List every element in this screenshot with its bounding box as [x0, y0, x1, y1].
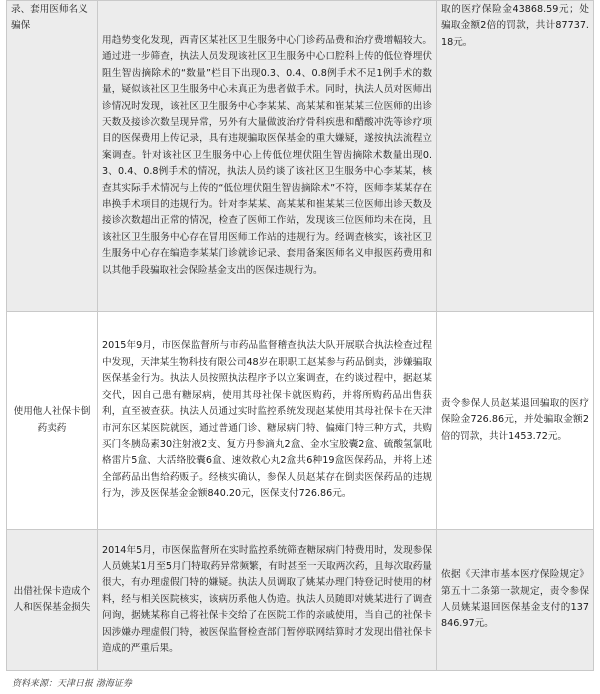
case-facts-cell: 2015年9月，市医保监督所与市药品监督稽查执法大队开展联合执法检查过程中发现，天津某生物科技有限公司48岁在职职工赵某参与药品倒卖，涉嫌骗取医保基金行为。执法人员按照执法程序予以立案调查，在约谈过程中，据赵某交代，因自己患有糖尿病，使用其母社保卡就医购药，并将所购药品出售获利，直至被查获。执法人员通过实时监控系统发现赵某使用其母社保卡在天津市河东区某医院就医，通过普通门诊、糖尿病门特、偏瘫门特三种方式，共购买门冬胰岛素30注射液2支、复方丹参滴丸2盒、金水宝胶囊2盒、硫酸氢氯吡格雷片5盒、大活络胶囊6盒、速效救心丸2盒共6种19盒医保药品，并将上述全部药品出售给药贩子。经核实确认，参保人员赵某存在倒卖医保药品的违规行为，涉及医保基金金额840.20元，医保支付726.86元。 — [98, 312, 437, 530]
case-table — [6, 0, 594, 671]
table-row — [7, 530, 594, 671]
source-note: 资料来源：天津日报 渤海证券 — [12, 679, 132, 689]
violation-type-cell: 录、套用医师名义骗保 — [7, 1, 98, 312]
violation-type-cell: 出借社保卡造成个人和医保基金损失 — [7, 530, 98, 671]
case-facts-cell: 2014年5月，市医保监督所在实时监控系统筛查糖尿病门特费用时，发现参保人员姚某1月至5月门特取药异常频繁，有时甚至一天取两次药，且每次取药量很大，有办理虚假门特的嫌疑。执法人员调取了姚某办理门特登记时使用的材料，经与相关医院核实，该病历系他人伪造。执法人员随即对姚某进行了调查问询，据姚某称自己将社保卡交给了在医院工作的亲戚使用，当自己的社保卡因涉嫌办理虚假门特，被医保监督检查部门暂停联网结算时才发现出借社保卡造成的严重后果。 — [98, 530, 437, 671]
violation-type-cell: 使用他人社保卡倒药卖药 — [7, 312, 98, 530]
penalty-cell: 取的医疗保险金43868.59元；处骗取金额2倍的罚款，共计87737.18元。 — [437, 1, 594, 312]
penalty-cell: 责令参保人员赵某退回骗取的医疗保险金726.86元，并处骗取金额2倍的罚款，共计1453.72元。 — [437, 312, 594, 530]
table-row — [7, 312, 594, 530]
case-facts-cell: 用趋势变化发现，西青区某社区卫生服务中心门诊药品费和治疗费增幅较大。通过进一步筛查，执法人员发现该社区卫生服务中心口腔科上传的低位脊埋伏阻生智齿摘除术的“数量”栏目下出现0.3、0.4、0.8例手术不足1例手术的数量，疑似该社区卫生服务中心未真正为患者做手术。同时，执法人员对医师出诊情况时发现，该社区卫生服务中心李某某、高某某和崔某某三位医师的出诊天数及接诊次数呈现异常，另外有大量做波治疗骨科疾患和醋酸冲洗等诊疗项目的医保费用上传记录，具有违规骗取医保基金的重大嫌疑，遂按执法流程立案调查。针对该社区卫生服务中心上传低位埋伏阻生智齿摘除术数量出现0.3、0.4、0.8例手术的情况，执法人员约谈了该社区卫生服务中心李某某，核查其实际手术情况与上传的“低位埋伏阻生智齿摘除术”不符，医师李某某存在串换手术项目的违规行为。针对李某某、高某某和崔某某三位医师出诊天数及接诊次数超出正常的情况，检查了医师工作站，发现该三位医师均未在岗，且该社区卫生服务中心存在冒用医师工作站的违规行为。经调查核实，该社区卫生服务中心存在编造李某某门诊就诊记录、套用备案医师名义申报医药费用和以其他手段骗取社会保险基金支出的医保违规行为。 — [98, 1, 437, 312]
penalty-cell: 依据《天津市基本医疗保险规定》第五十二条第一款规定，责令参保人员姚某退回医保基金支付的137846.97元。 — [437, 530, 594, 671]
table-row — [7, 1, 594, 312]
